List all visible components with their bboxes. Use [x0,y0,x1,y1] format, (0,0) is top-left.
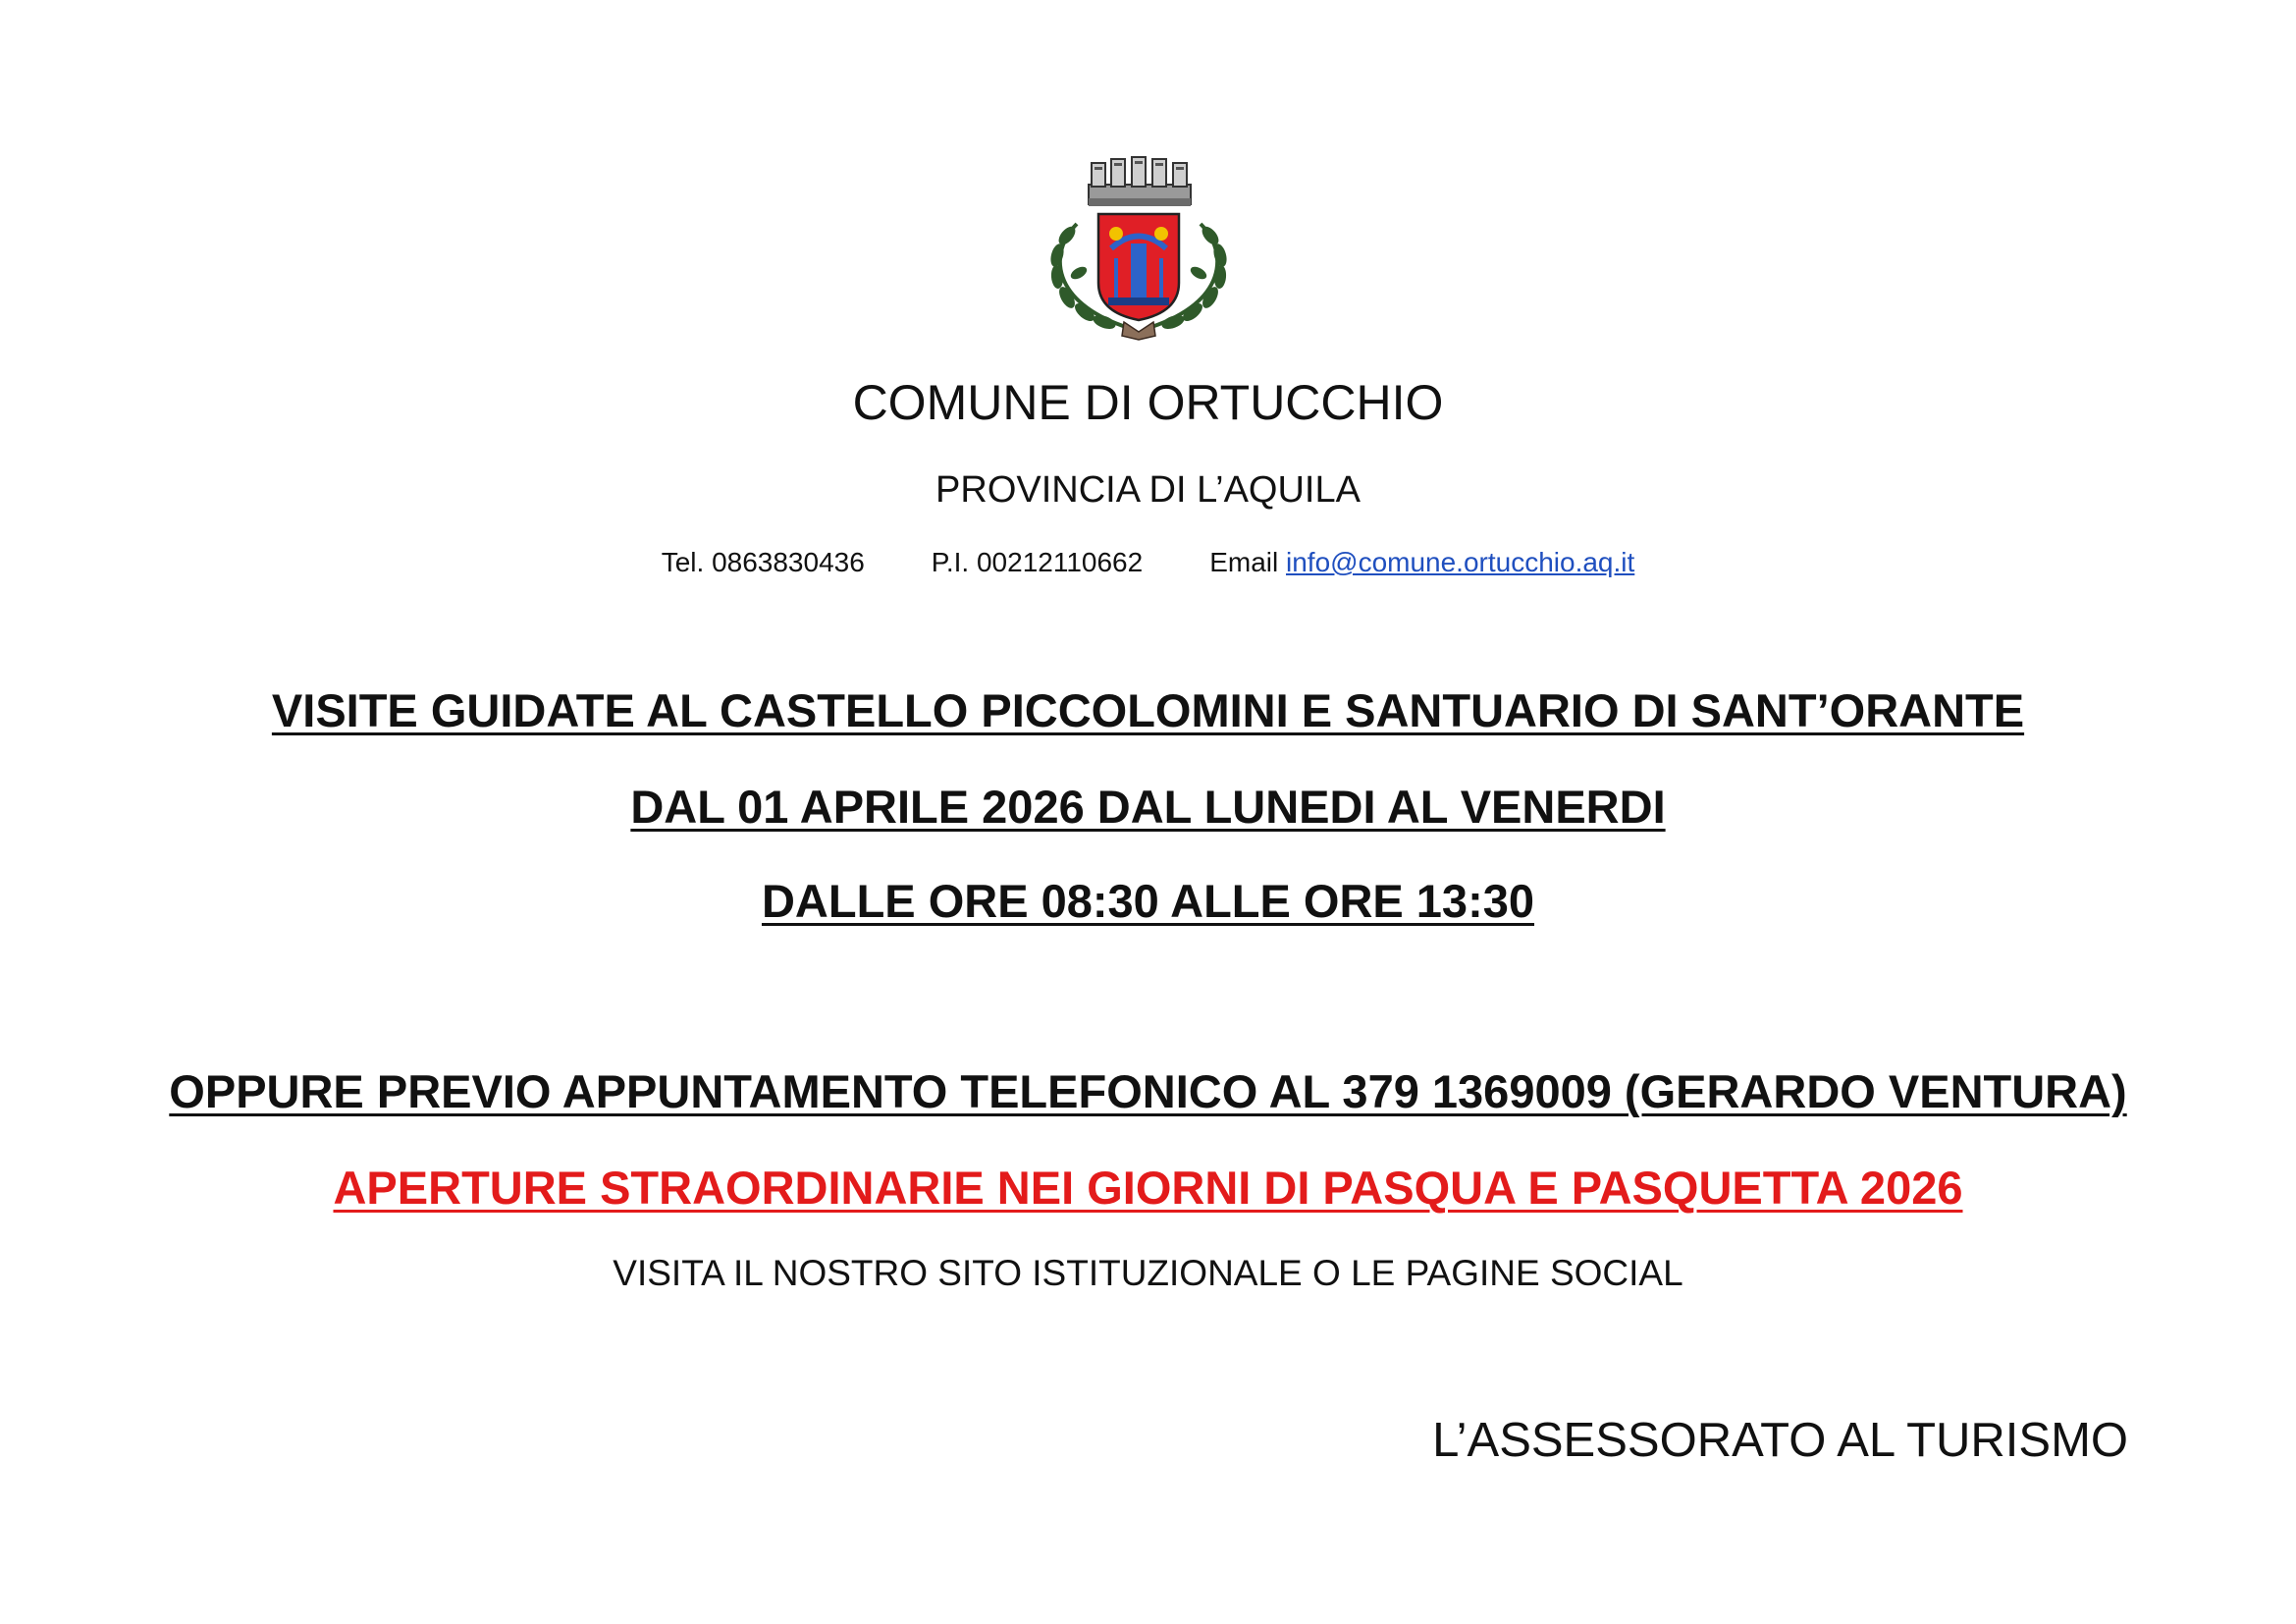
social-notice: VISITA IL NOSTRO SITO ISTITUZIONALE O LE PAGINE SOCIAL [613,1253,1683,1293]
page-title: COMUNE DI ORTUCCHIO [852,375,1444,430]
notice-text-3: DALLE ORE 08:30 ALLE ORE 13:30 [761,875,1535,927]
notice-text-4: OPPURE PREVIO APPUNTAMENTO TELEFONICO AL 379 1369009 (GERARDO VENTURA) [169,1065,2127,1117]
notice-line-5 [0,1159,2296,1218]
notice-line-2 [0,778,2296,837]
notice-line-4 [0,1062,2296,1121]
province-name: PROVINCIA DI L’AQUILA [935,469,1361,511]
crown-icon [1089,157,1191,206]
coat-of-arms-icon [1038,155,1240,342]
shield-icon [1098,214,1179,320]
email-label: Email [1209,547,1279,577]
notice-text-1: VISITE GUIDATE AL CASTELLO PICCOLOMINI E SANTUARIO DI SANT’ORANTE [271,684,2025,736]
signature: L’ASSESSORATO AL TURISMO [1432,1414,2128,1467]
phone-number: Tel. 0863830436 [661,547,865,577]
vat-number: P.I. 00212110662 [931,547,1144,577]
notice-line-1 [0,681,2296,740]
ribbon-icon [1122,322,1155,340]
contact-info [0,543,2296,582]
notice-line-3 [0,872,2296,931]
notice-text-2: DAL 01 APRILE 2026 DAL LUNEDI AL VENERDI [630,781,1666,833]
notice-text-5: APERTURE STRAORDINARIE NEI GIORNI DI PASQUA E PASQUETTA 2026 [333,1162,1963,1214]
email-link[interactable]: info@comune.ortucchio.aq.it [1286,547,1635,577]
